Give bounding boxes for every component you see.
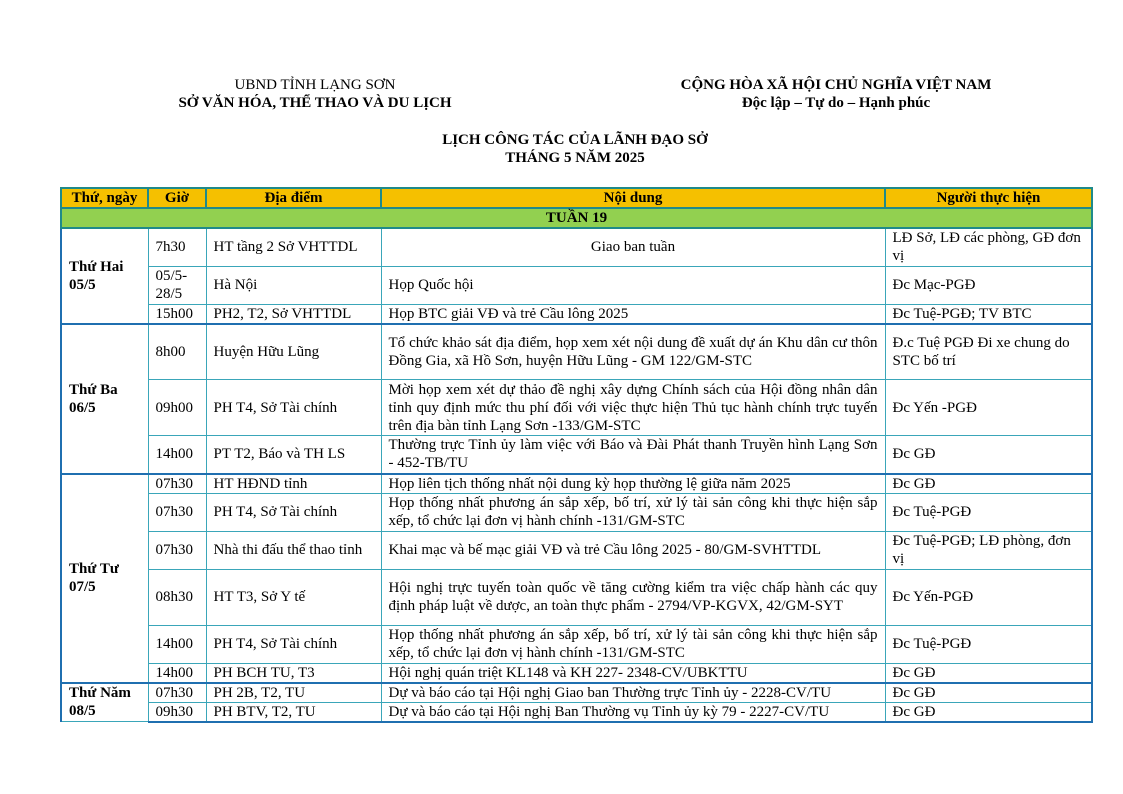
table-row <box>61 702 1092 722</box>
time-cell: 08h30 <box>148 569 206 625</box>
time-cell: 14h00 <box>148 663 206 683</box>
time-cell: 05/5-28/5 <box>148 266 206 304</box>
place-cell: HT tầng 2 Sở VHTTDL <box>206 228 381 266</box>
time-cell: 07h30 <box>148 683 206 703</box>
col-header-time: Giờ <box>148 188 206 208</box>
place-cell: HT T3, Sở Y tế <box>206 569 381 625</box>
person-cell: Đc Yến -PGĐ <box>885 380 1092 436</box>
table-row <box>61 531 1092 569</box>
issuer-header <box>150 76 480 112</box>
person-cell: Đc GĐ <box>885 663 1092 683</box>
title-line-1: LỊCH CÔNG TÁC CỦA LÃNH ĐẠO SỞ <box>442 132 708 148</box>
content-cell: Dự và báo cáo tại Hội nghị Ban Thường vụ Tỉnh ủy kỳ 79 - 2227-CV/TU <box>381 702 885 722</box>
person-cell: Đc Tuệ-PGĐ <box>885 493 1092 531</box>
place-cell: PH BTV, T2, TU <box>206 702 381 722</box>
time-cell: 07h30 <box>148 493 206 531</box>
content-cell: Khai mạc và bế mạc giải VĐ và trẻ Cầu lông 2025 - 80/GM-SVHTTDL <box>381 531 885 569</box>
content-cell: Giao ban tuần <box>381 228 885 266</box>
schedule-table <box>60 187 1093 723</box>
week-row <box>61 208 1092 228</box>
table-row <box>61 663 1092 683</box>
place-cell: PT T2, Báo và TH LS <box>206 436 381 474</box>
day-cell: Thứ Hai 05/5 <box>61 228 148 324</box>
person-cell: Đc GĐ <box>885 702 1092 722</box>
table-row <box>61 493 1092 531</box>
col-header-day: Thứ, ngày <box>61 188 148 208</box>
table-row <box>61 324 1092 380</box>
time-cell: 14h00 <box>148 625 206 663</box>
place-cell: Hà Nội <box>206 266 381 304</box>
content-cell: Thường trực Tỉnh ủy làm việc với Báo và Đài Phát thanh Truyền hình Lạng Sơn - 452-TB/TU <box>381 436 885 474</box>
content-cell: Họp BTC giải VĐ và trẻ Cầu lông 2025 <box>381 304 885 324</box>
table-row <box>61 266 1092 304</box>
table-row <box>61 683 1092 703</box>
col-header-content: Nội dung <box>381 188 885 208</box>
person-cell: Đc GĐ <box>885 683 1092 703</box>
person-cell: Đc Tuệ-PGĐ; LĐ phòng, đơn vị <box>885 531 1092 569</box>
place-cell: PH T4, Sở Tài chính <box>206 625 381 663</box>
content-cell: Mời họp xem xét dự thảo đề nghị xây dựng Chính sách của Hội đồng nhân dân tỉnh quy định mức thu phí đối với việc thực hiện Thủ tục hành chính trực tuyến trên địa bàn tỉnh Lạng Sơn -133/GM-STC <box>381 380 885 436</box>
person-cell: Đ.c Tuệ PGĐ Đi xe chung do STC bố trí <box>885 324 1092 380</box>
time-cell: 07h30 <box>148 531 206 569</box>
day-cell: Thứ Tư 07/5 <box>61 474 148 683</box>
day-cell: Thứ Năm 08/5 <box>61 683 148 722</box>
table-row <box>61 569 1092 625</box>
national-header <box>640 76 1032 112</box>
table-row <box>61 474 1092 494</box>
issuer-department: SỞ VĂN HÓA, THỂ THAO VÀ DU LỊCH <box>178 95 452 111</box>
time-cell: 09h00 <box>148 380 206 436</box>
place-cell: PH 2B, T2, TU <box>206 683 381 703</box>
content-cell: Họp thống nhất phương án sắp xếp, bố trí, xử lý tài sản công khi thực hiện sắp xếp, tổ chức lại đơn vị hành chính -131/GM-STC <box>381 493 885 531</box>
table-row <box>61 625 1092 663</box>
time-cell: 7h30 <box>148 228 206 266</box>
national-motto: Độc lập – Tự do – Hạnh phúc <box>741 95 931 111</box>
content-cell: Hội nghị quán triệt KL148 và KH 227- 2348-CV/UBKTTU <box>381 663 885 683</box>
content-cell: Họp thống nhất phương án sắp xếp, bố trí, xử lý tài sản công khi thực hiện sắp xếp, tổ chức lại đơn vị hành chính -131/GM-STC <box>381 625 885 663</box>
time-cell: 07h30 <box>148 474 206 494</box>
col-header-place: Địa điểm <box>206 188 381 208</box>
place-cell: HT HĐND tỉnh <box>206 474 381 494</box>
content-cell: Tổ chức khảo sát địa điểm, họp xem xét nội dung đề xuất dự án Khu dân cư thôn Đồng Gia, xã Hồ Sơn, huyện Hữu Lũng - GM 122/GM-STC <box>381 324 885 380</box>
time-cell: 14h00 <box>148 436 206 474</box>
time-cell: 15h00 <box>148 304 206 324</box>
issuer-province: UBND TỈNH LẠNG SƠN <box>234 77 396 93</box>
person-cell: Đc Yến-PGĐ <box>885 569 1092 625</box>
col-header-person: Người thực hiện <box>885 188 1092 208</box>
week-label: TUẦN 19 <box>61 208 1092 228</box>
content-cell: Họp liên tịch thống nhất nội dung kỳ họp thường lệ giữa năm 2025 <box>381 474 885 494</box>
table-row <box>61 304 1092 324</box>
time-cell: 09h30 <box>148 702 206 722</box>
place-cell: PH T4, Sở Tài chính <box>206 380 381 436</box>
place-cell: PH2, T2, Sở VHTTDL <box>206 304 381 324</box>
table-row <box>61 380 1092 436</box>
content-cell: Dự và báo cáo tại Hội nghị Giao ban Thường trực Tỉnh ủy - 2228-CV/TU <box>381 683 885 703</box>
place-cell: Nhà thi đấu thể thao tỉnh <box>206 531 381 569</box>
national-name: CỘNG HÒA XÃ HỘI CHỦ NGHĨA VIỆT NAM <box>680 77 992 93</box>
table-header-row <box>61 188 1092 208</box>
table-row <box>61 436 1092 474</box>
content-cell: Hội nghị trực tuyến toàn quốc về tăng cường kiểm tra việc chấp hành các quy định pháp luật về dược, an toàn thực phẩm - 2794/VP-KGVX, 42/GM-SYT <box>381 569 885 625</box>
document-title <box>0 131 1123 167</box>
content-cell: Họp Quốc hội <box>381 266 885 304</box>
time-cell: 8h00 <box>148 324 206 380</box>
place-cell: Huyện Hữu Lũng <box>206 324 381 380</box>
title-line-2: THÁNG 5 NĂM 2025 <box>505 150 645 166</box>
person-cell: Đc Tuệ-PGĐ <box>885 625 1092 663</box>
person-cell: Đc GĐ <box>885 436 1092 474</box>
place-cell: PH T4, Sở Tài chính <box>206 493 381 531</box>
place-cell: PH BCH TU, T3 <box>206 663 381 683</box>
person-cell: Đc GĐ <box>885 474 1092 494</box>
day-cell: Thứ Ba 06/5 <box>61 324 148 474</box>
person-cell: Đc Mạc-PGĐ <box>885 266 1092 304</box>
table-row <box>61 228 1092 266</box>
person-cell: LĐ Sở, LĐ các phòng, GĐ đơn vị <box>885 228 1092 266</box>
person-cell: Đc Tuệ-PGĐ; TV BTC <box>885 304 1092 324</box>
